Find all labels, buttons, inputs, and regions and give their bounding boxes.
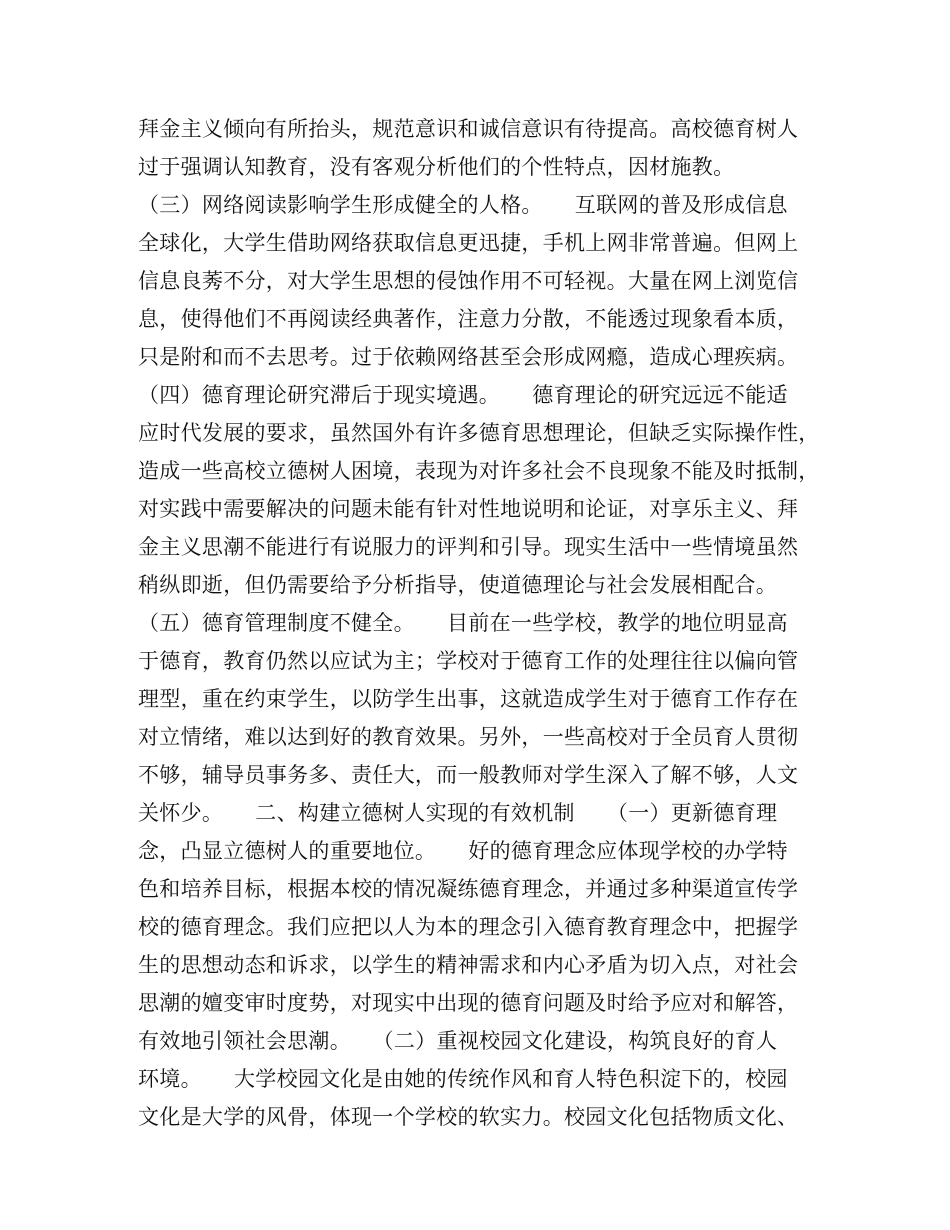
text-line: （五）德育管理制度不健全。 目前在一些学校，教学的地位明显高 bbox=[138, 611, 788, 635]
text-line: 稍纵即逝，但仍需要给予分析指导，使道德理论与社会发展相配合。 bbox=[138, 573, 777, 597]
text-line: 不够，辅导员事务多、责任大，而一般教师对学生深入了解不够，人文 bbox=[138, 763, 799, 787]
text-line: 生的思想动态和诉求，以学生的精神需求和内心矛盾为切入点，对社会 bbox=[138, 953, 799, 977]
text-line: 拜金主义倾向有所抬头，规范意识和诚信意识有待提高。高校德育树人 bbox=[138, 117, 799, 141]
text-line: 色和培养目标，根据本校的情况凝练德育理念，并通过多种渠道宣传学 bbox=[138, 877, 799, 901]
text-line: 念，凸显立德树人的重要地位。 好的德育理念应体现学校的办学特 bbox=[138, 839, 788, 863]
text-line: 只是附和而不去思考。过于依赖网络甚至会形成网瘾，造成心理疾病。 bbox=[138, 345, 799, 369]
text-line: 关怀少。 二、构建立德树人实现的有效机制 （一）更新德育理 bbox=[138, 801, 778, 825]
text-line: 信息良莠不分，对大学生思想的侵蚀作用不可轻视。大量在网上浏览信 bbox=[138, 269, 799, 293]
text-line: 对实践中需要解决的问题未能有针对性地说明和论证，对享乐主义、拜 bbox=[138, 497, 799, 521]
text-line: （三）网络阅读影响学生形成健全的人格。 互联网的普及形成信息 bbox=[138, 193, 788, 217]
text-line: （四）德育理论研究滞后于现实境遇。 德育理论的研究远远不能适 bbox=[138, 383, 788, 407]
text-line: 校的德育理念。我们应把以人为本的理念引入德育教育理念中，把握学 bbox=[138, 915, 799, 939]
text-line: 思潮的嬗变审时度势，对现实中出现的德育问题及时给予应对和解答， bbox=[138, 991, 799, 1015]
text-line: 于德育，教育仍然以应试为主；学校对于德育工作的处理往往以偏向管 bbox=[138, 649, 799, 673]
text-line: 过于强调认知教育，没有客观分析他们的个性特点，因材施教。 bbox=[138, 155, 735, 179]
text-line: 金主义思潮不能进行有说服力的评判和引导。现实生活中一些情境虽然 bbox=[138, 535, 799, 559]
text-line: 环境。 大学校园文化是由她的传统作风和育人特色积淀下的，校园 bbox=[138, 1067, 788, 1091]
text-line: 全球化，大学生借助网络获取信息更迅捷，手机上网非常普遍。但网上 bbox=[138, 231, 799, 255]
text-line: 理型，重在约束学生，以防学生出事，这就造成学生对于德育工作存在 bbox=[138, 687, 799, 711]
text-line: 应时代发展的要求，虽然国外有许多德育思想理论，但缺乏实际操作性， bbox=[138, 421, 820, 445]
text-line: 有效地引领社会思潮。 （二）重视校园文化建设，构筑良好的育人 bbox=[138, 1029, 778, 1053]
text-line: 造成一些高校立德树人困境，表现为对许多社会不良现象不能及时抵制， bbox=[138, 459, 820, 483]
body-text bbox=[138, 110, 818, 1136]
text-line: 对立情绪，难以达到好的教育效果。另外，一些高校对于全员育人贯彻 bbox=[138, 725, 799, 749]
text-line: 文化是大学的风骨，体现一个学校的软实力。校园文化包括物质文化、 bbox=[138, 1105, 799, 1129]
text-line: 息，使得他们不再阅读经典著作，注意力分散，不能透过现象看本质， bbox=[138, 307, 799, 331]
